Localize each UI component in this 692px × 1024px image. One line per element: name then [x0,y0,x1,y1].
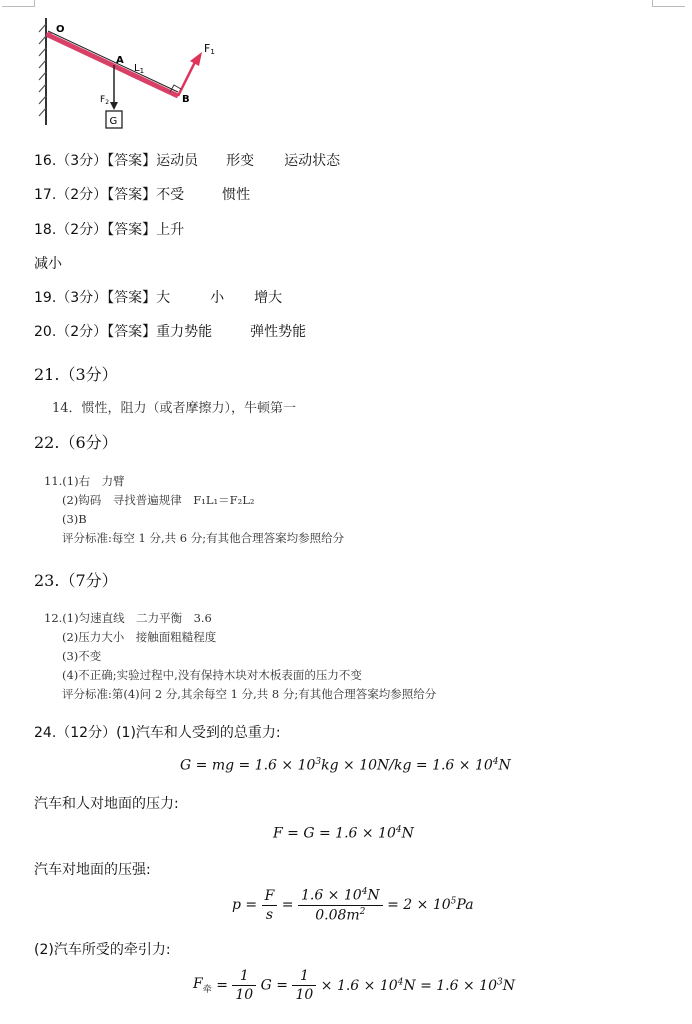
q24-formula-4: $F_牵$ = $\frac{1}{10}$ G = $\frac{1}{10}$ × $1.6 \times 10^4N = 1.6 \times 10^3N$ [193,968,515,1003]
f1-arrow-line [178,60,196,96]
answer-19: 19.（3分）【答案】大 小 增大 [34,290,283,306]
q23-line-2: (2)压力大小 接触面粗糙程度 [62,630,217,644]
q23-line-1: 12.(1)匀速直线 二力平衡 3.6 [44,611,212,625]
q24-formula-3: p = $\frac{F}{s}$ = $\frac{1.6 \times 10^4N}{0.08m^2}$ = $2 \times 10^5Pa$ [232,887,474,924]
q22-block [44,472,344,548]
q22-line-4: 评分标准:每空 1 分,共 6 分;有其他合理答案均参照给分 [62,531,345,545]
q21-answer: 14．惯性，阻力（或者摩擦力），牛顿第一 [52,401,297,416]
page-corner-right [652,0,685,7]
page-corner-left [2,0,35,7]
label-g: G [109,116,118,127]
q22-line-3: (3)B [62,512,87,526]
label-f1: F1 [204,42,215,56]
answer-20: 20.（2分）【答案】重力势能 弹性势能 [34,324,307,340]
answer-17: 17.（2分）【答案】不受 惯性 [34,187,251,203]
q23-line-3: (3)不变 [62,649,102,663]
q22-line-1: 11.(1)右 力臂 [44,474,125,488]
label-f2: $F_2$ [100,95,110,106]
q21-header: 21.（3分） [34,365,118,384]
q22-header: 22.（6分） [34,433,118,452]
answer-18: 18.（2分）【答案】上升 [34,222,185,238]
q22-line-2: (2)钩码 寻找普遍规律 F₁L₁＝F₂L₂ [62,493,255,507]
q23-line-4: (4)不正确;实验过程中,没有保持木块对木板表面的压力不变 [62,668,362,682]
lever-line-l1 [48,31,178,92]
q24-header: 24.（12分）(1)汽车和人受到的总重力: [34,725,281,741]
lever-figure [36,10,226,135]
f1-arrowhead [190,52,202,66]
label-a: A [116,55,124,66]
q24-formula-1: G = mg = $1.6 \times 10^3kg \times 10N/kg = 1.6 \times 10^4N$ [180,757,511,774]
q23-line-5: 评分标准:第(4)问 2 分,其余每空 1 分,共 8 分;有其他合理答案均参照给分 [62,687,437,701]
pivot-o [46,32,52,38]
q23-header: 23.（7分） [34,571,118,590]
label-b: B [182,94,190,105]
lever-bar [48,35,178,96]
q24-text-3: 汽车对地面的压强: [34,862,151,878]
label-o: O [56,24,65,35]
q24-text-4: (2)汽车所受的牵引力: [34,942,171,958]
answer-16: 16.（3分）【答案】运动员 形变 运动状态 [34,153,341,169]
q23-block [44,609,436,704]
label-l1: $L_1$ [134,63,145,75]
q24-formula-2: $F = G = 1.6 \times 10^4N$ [273,825,414,842]
wall-hatch [39,24,46,116]
q24-text-2: 汽车和人对地面的压力: [34,796,179,812]
answer-18-extra: 减小 [34,256,62,272]
